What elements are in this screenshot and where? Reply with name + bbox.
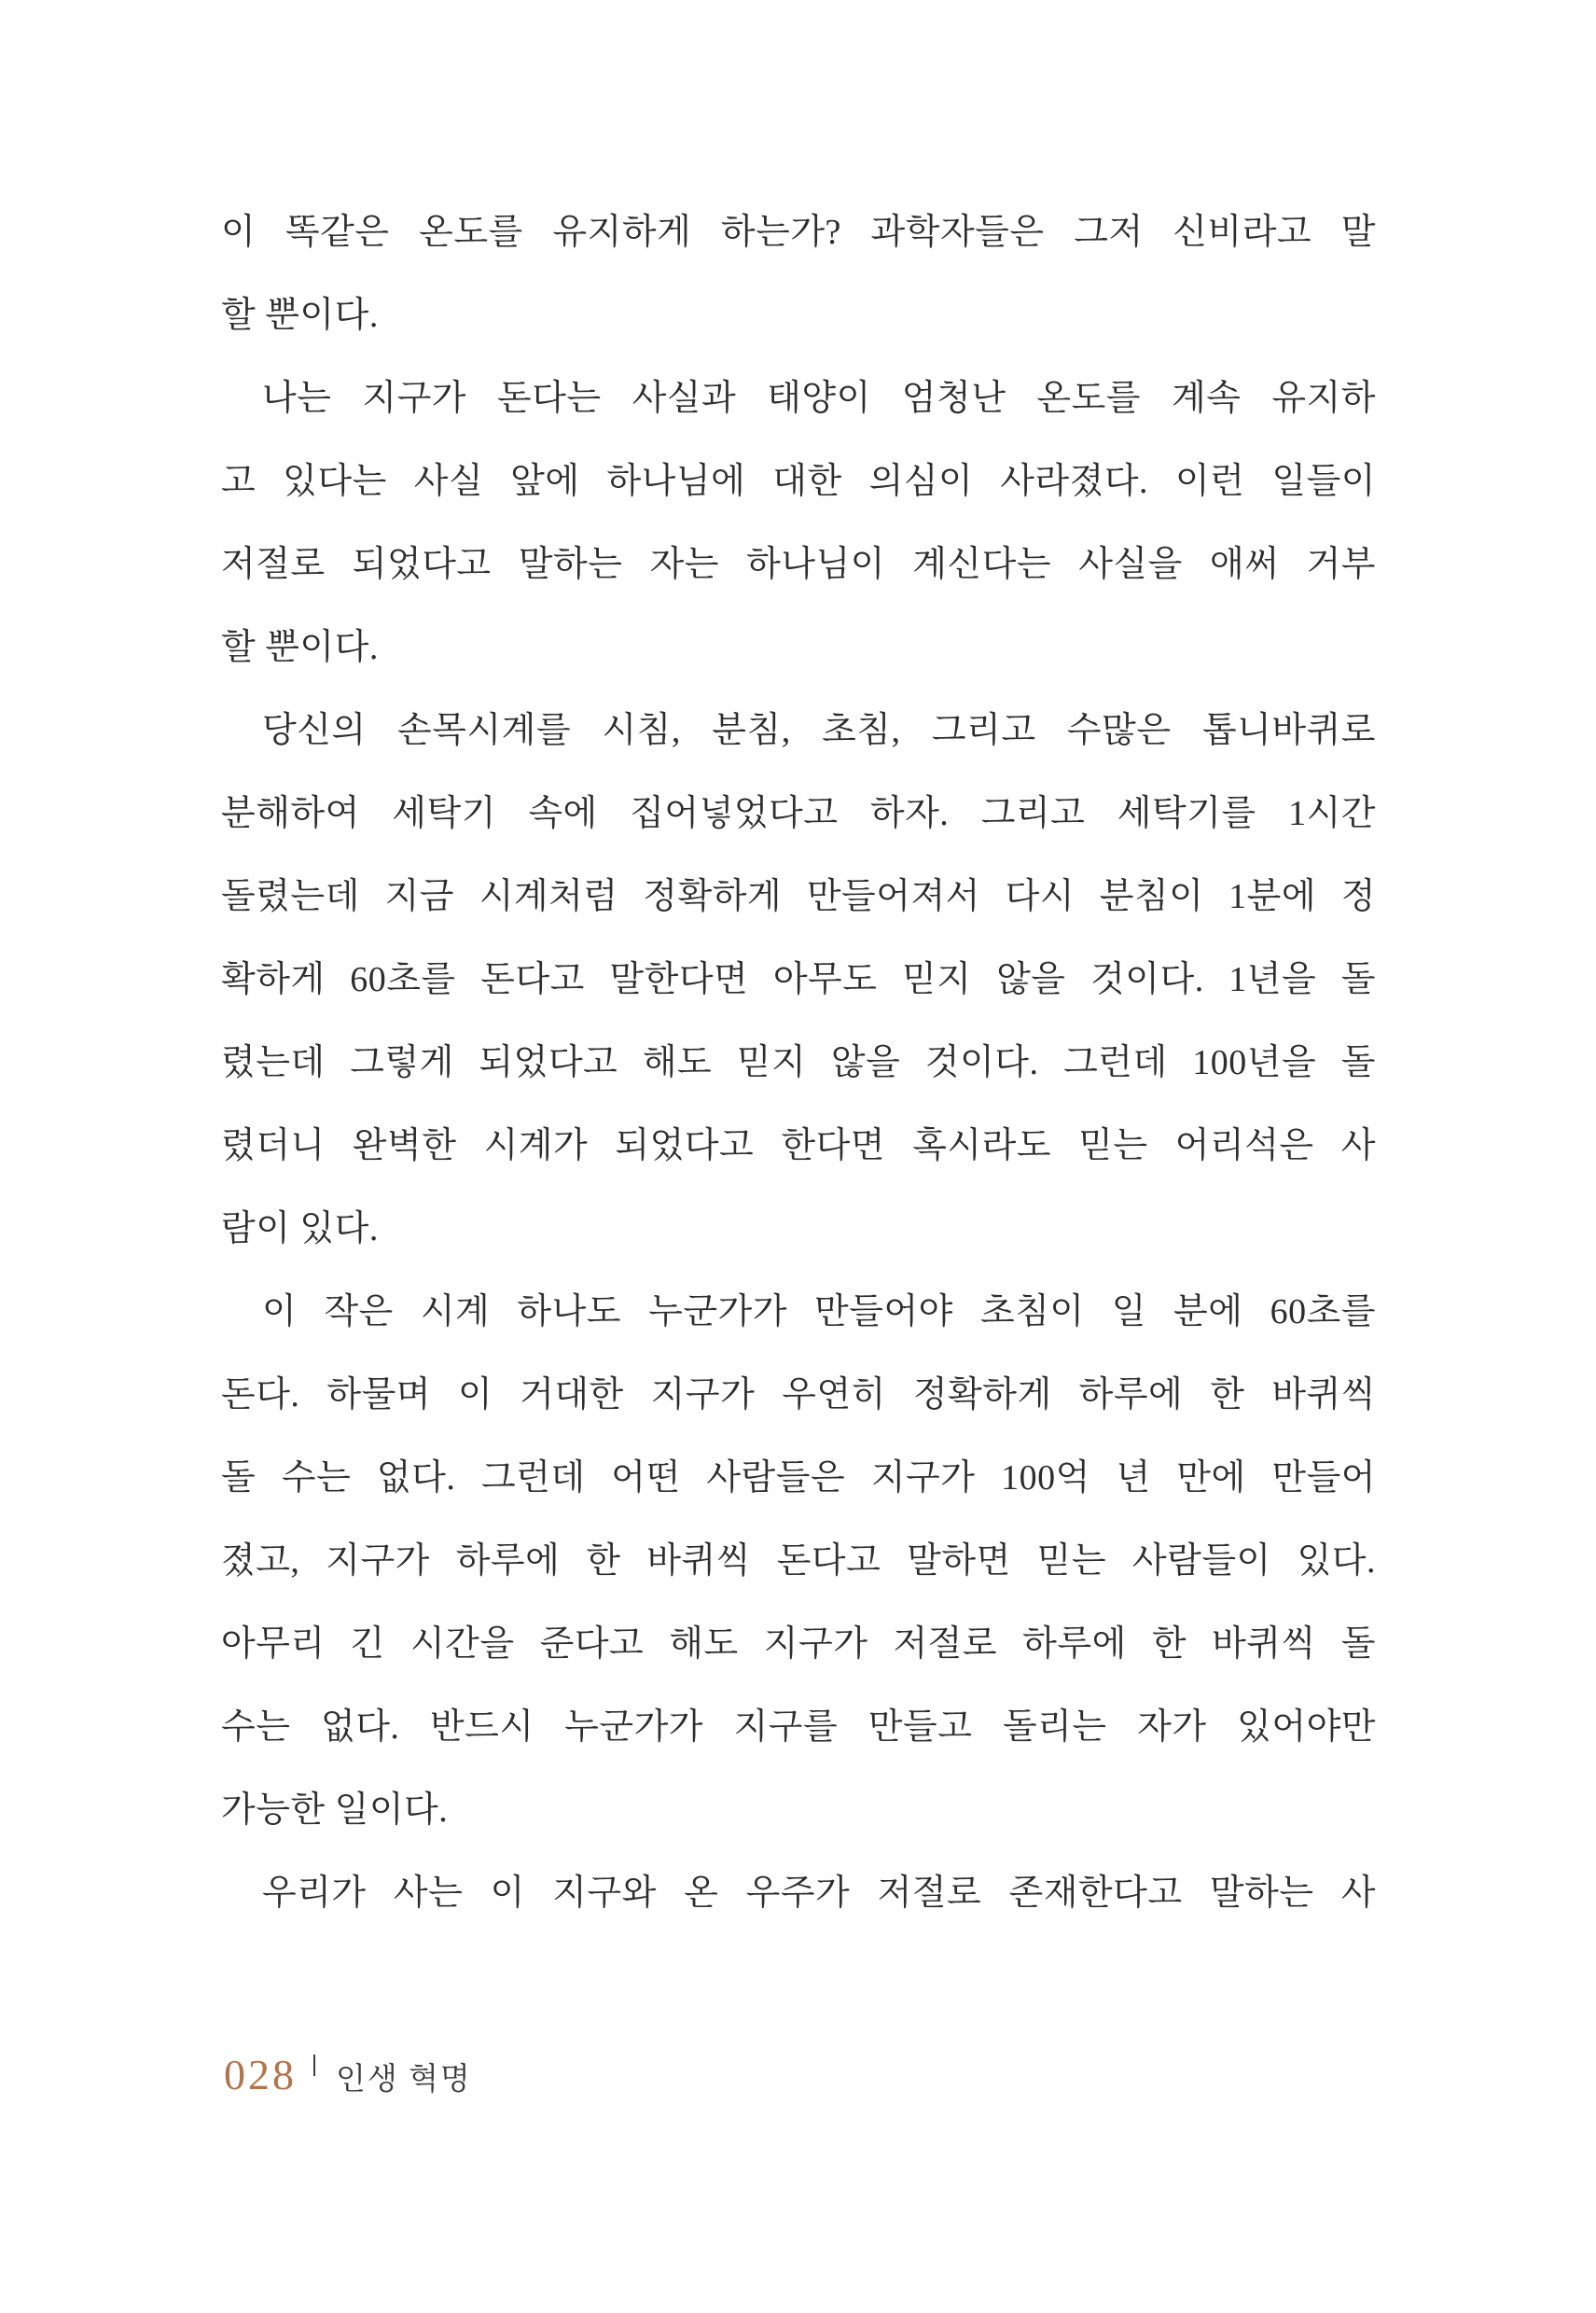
page-footer xyxy=(224,2049,472,2100)
text-line: 렸더니 완벽한 시계가 되었다고 한다면 혹시라도 믿는 어리석은 사 xyxy=(221,1126,1376,1165)
text-line: 졌고, 지구가 하루에 한 바퀴씩 돈다고 말하면 믿는 사람들이 있다. xyxy=(221,1541,1376,1581)
text-line: 돈다. 하물며 이 거대한 지구가 우연히 정확하게 하루에 한 바퀴씩 xyxy=(221,1375,1376,1414)
text-line: 우리가 사는 이 지구와 온 우주가 저절로 존재한다고 말하는 사 xyxy=(262,1874,1376,1913)
text-line: 나는 지구가 돈다는 사실과 태양이 엄청난 온도를 계속 유지하 xyxy=(262,379,1376,418)
text-line: 저절로 되었다고 말하는 자는 하나님이 계신다는 사실을 애써 거부 xyxy=(221,545,1376,584)
text-line: 가능한 일이다. xyxy=(221,1790,449,1830)
text-line: 할 뿐이다. xyxy=(221,628,379,667)
footer-divider xyxy=(313,2055,315,2076)
text-line: 이 작은 시계 하나도 누군가가 만들어야 초침이 일 분에 60초를 xyxy=(262,1292,1376,1331)
body-text-block xyxy=(221,191,1376,1935)
text-line: 람이 있다. xyxy=(221,1209,379,1248)
text-line: 돌렸는데 지금 시계처럼 정확하게 만들어져서 다시 분침이 1분에 정 xyxy=(221,877,1376,916)
book-title: 인생 혁명 xyxy=(336,2063,472,2097)
page-number: 028 xyxy=(224,2051,297,2098)
text-line: 돌 수는 없다. 그런데 어떤 사람들은 지구가 100억 년 만에 만들어 xyxy=(221,1458,1376,1498)
text-line: 분해하여 세탁기 속에 집어넣었다고 하자. 그리고 세탁기를 1시간 xyxy=(221,794,1376,833)
text-line: 아무리 긴 시간을 준다고 해도 지구가 저절로 하루에 한 바퀴씩 돌 xyxy=(221,1624,1376,1664)
text-line: 확하게 60초를 돈다고 말한다면 아무도 믿지 않을 것이다. 1년을 돌 xyxy=(221,960,1376,999)
text-line: 수는 없다. 반드시 누군가가 지구를 만들고 돌리는 자가 있어야만 xyxy=(221,1707,1376,1747)
text-line: 할 뿐이다. xyxy=(221,296,379,335)
text-line: 이 똑같은 온도를 유지하게 하는가? 과학자들은 그저 신비라고 말 xyxy=(221,213,1376,252)
text-line: 당신의 손목시계를 시침, 분침, 초침, 그리고 수많은 톱니바퀴로 xyxy=(262,711,1376,750)
text-line: 렸는데 그렇게 되었다고 해도 믿지 않을 것이다. 그런데 100년을 돌 xyxy=(221,1043,1376,1082)
text-line: 고 있다는 사실 앞에 하나님에 대한 의심이 사라졌다. 이런 일들이 xyxy=(221,462,1376,501)
